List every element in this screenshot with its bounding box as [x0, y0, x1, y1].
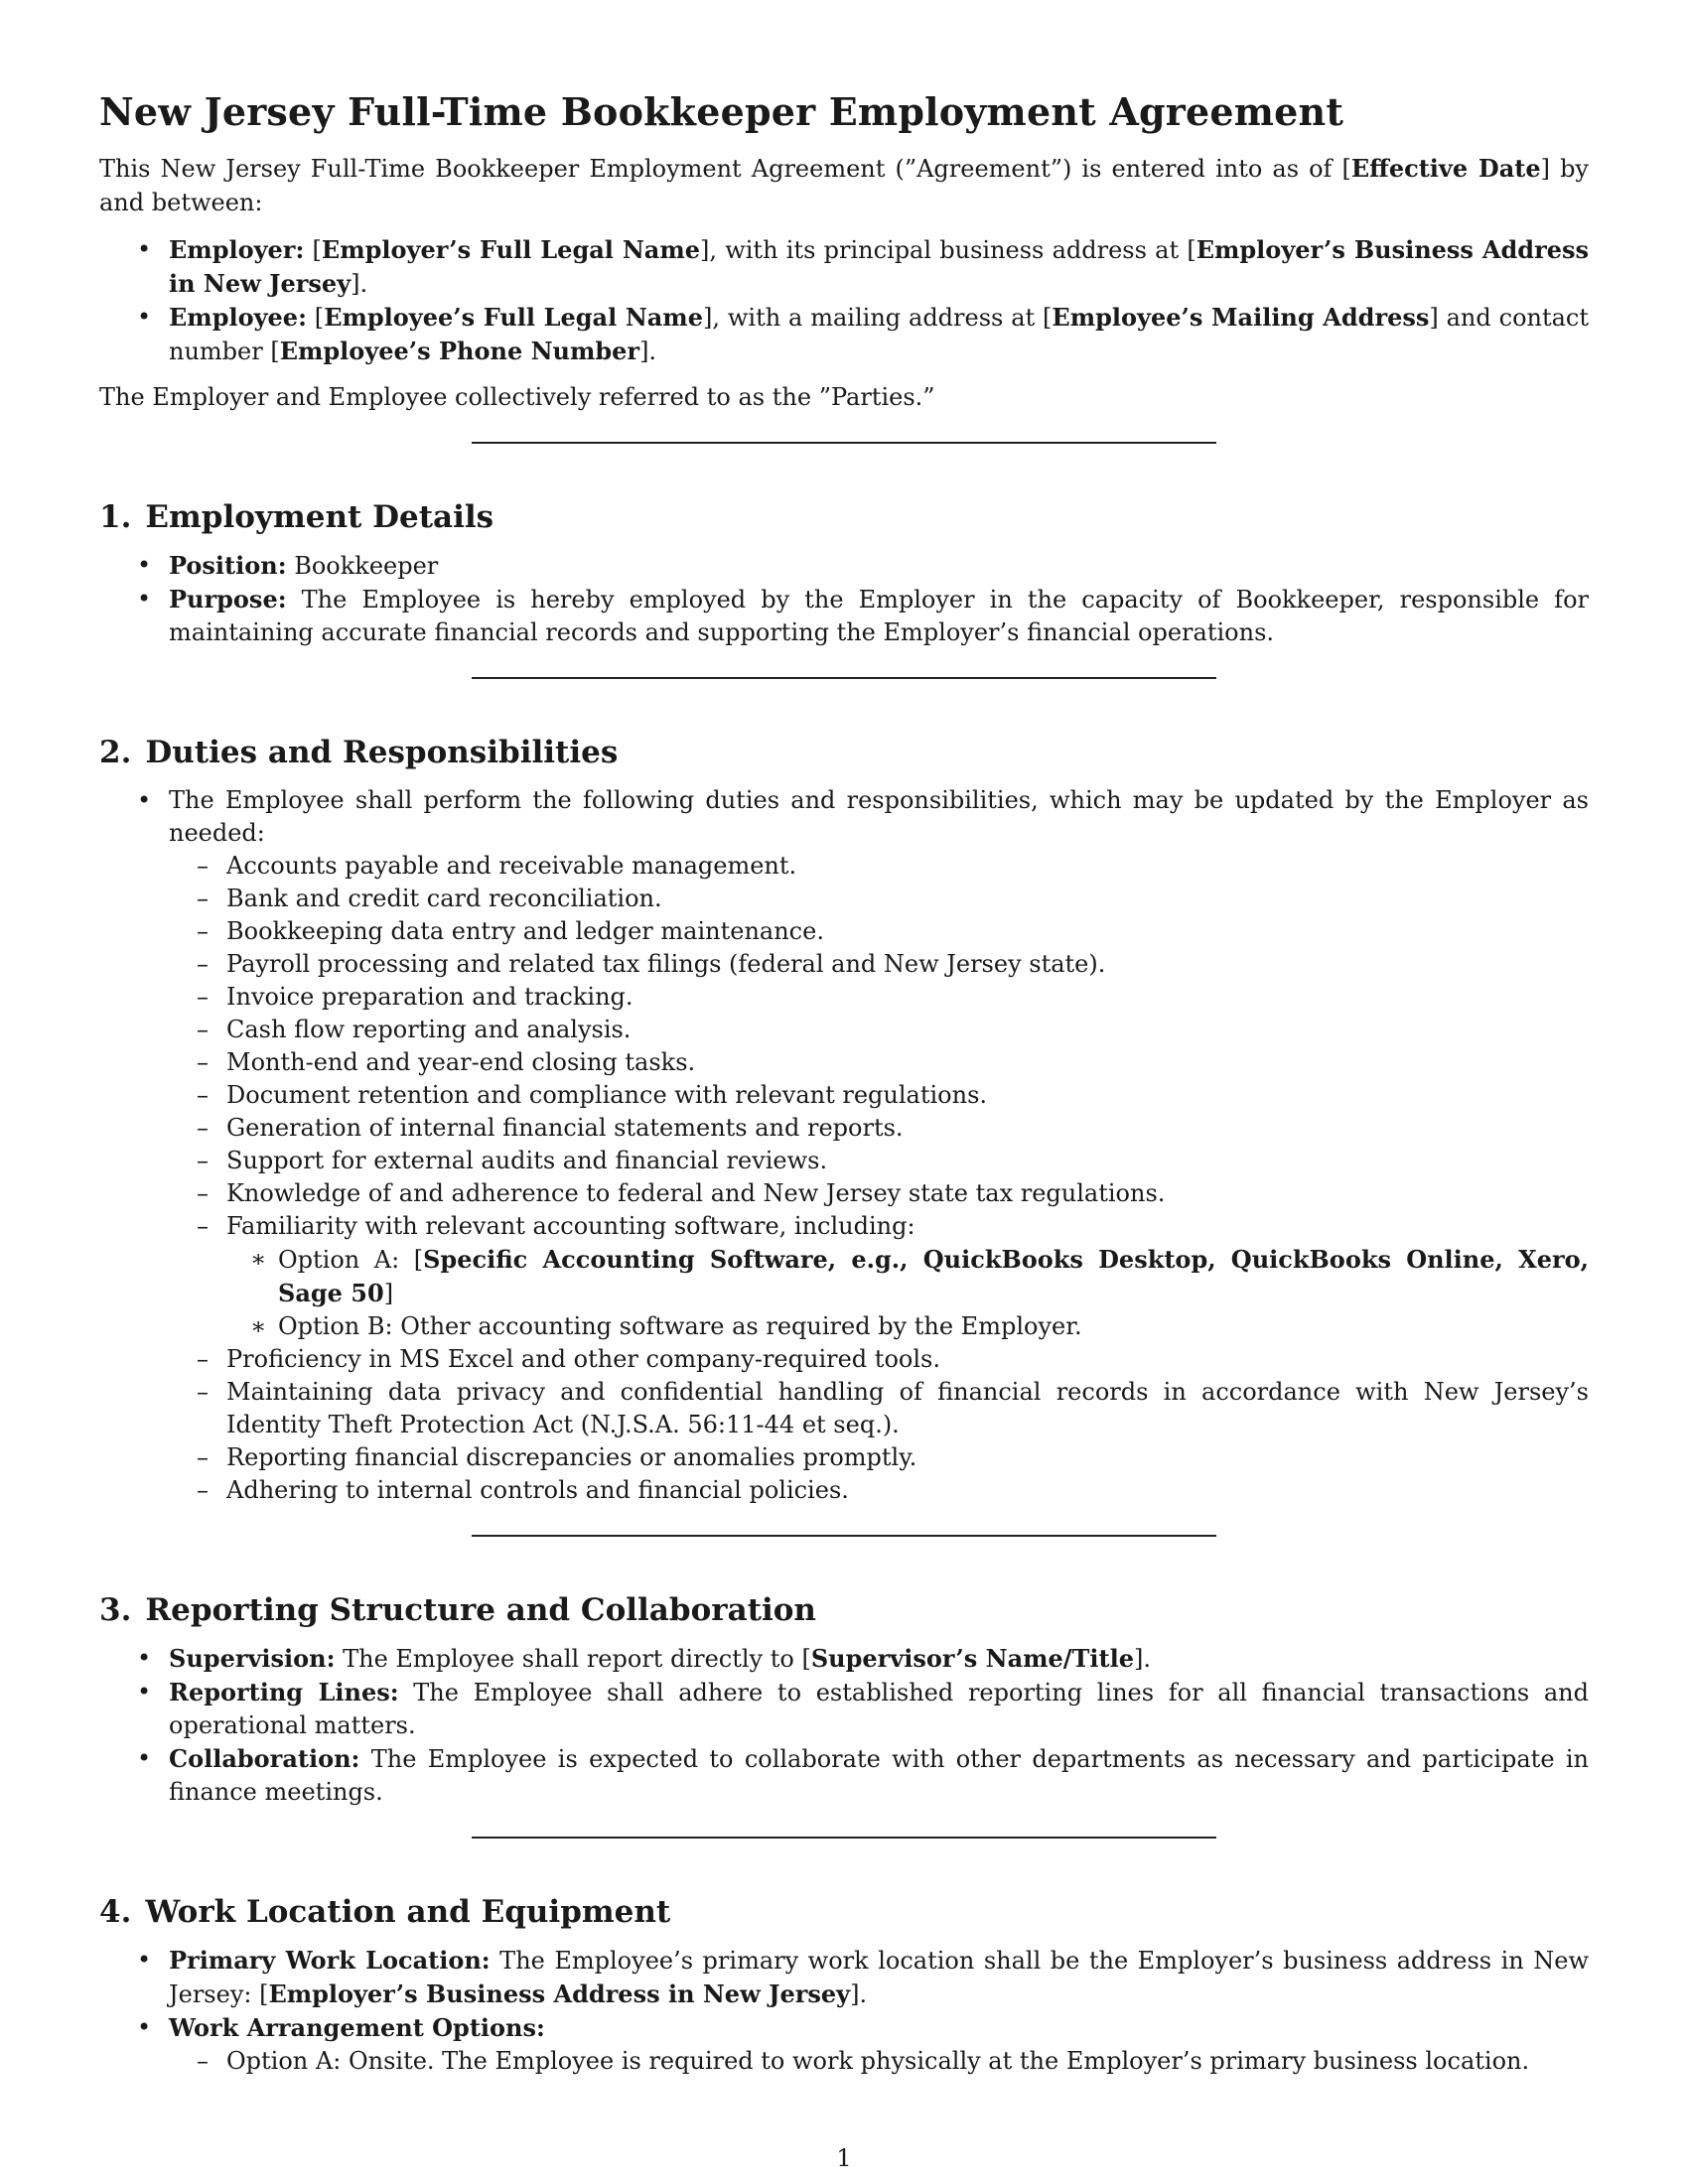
duty-item: – Month-end and year-end closing tasks. — [169, 1046, 1589, 1079]
bracket: ]. — [639, 338, 657, 365]
bracket: ] — [383, 1280, 394, 1307]
employer-item — [99, 233, 1589, 301]
collaboration-item — [99, 1742, 1589, 1809]
purpose-item — [99, 583, 1589, 649]
employee-text: ], with a mailing address at [ — [702, 304, 1053, 332]
duty-item: – Document retention and compliance with relevant regulations. — [169, 1079, 1589, 1112]
intro-text: This New Jersey Full-Time Bookkeeper Employment Agreement (”Agreement”) is entered into as of [ — [99, 155, 1351, 183]
employee-text: ] and contact number [ — [169, 304, 1590, 365]
primary-location-text: The Employee’s primary work location shall be the Employer’s business address in New Jersey: [ — [169, 1947, 1589, 2008]
position-label: Position: — [169, 551, 287, 580]
supervision-item — [99, 1642, 1589, 1676]
work-location-list — [99, 1944, 1589, 2078]
employer-name-placeholder: Employer’s Full Legal Name — [321, 235, 700, 264]
employment-details-list — [99, 549, 1589, 649]
bracket: ]. — [1134, 1645, 1151, 1673]
employee-name-placeholder: Employee’s Full Legal Name — [324, 303, 703, 332]
software-option-a — [226, 1243, 1589, 1310]
duties-lead: The Employee shall perform the following duties and responsibilities, which may be updated by the Employer as needed: — [169, 786, 1589, 847]
duties-list — [99, 784, 1589, 1507]
section-number: 1. — [99, 499, 132, 535]
collaboration-text: The Employee is expected to collaborate with other departments as necessary and participate in finance meetings. — [169, 1745, 1589, 1806]
page-number: 1 — [836, 2144, 852, 2172]
section-heading — [99, 1894, 1589, 1930]
employee-phone-placeholder: Employee’s Phone Number — [279, 337, 640, 365]
section-title: Duties and Responsibilities — [145, 735, 619, 770]
duty-item: – Payroll processing and related tax filings (federal and New Jersey state). — [169, 948, 1589, 981]
position-value: Bookkeeper — [286, 552, 439, 580]
section-divider — [472, 677, 1216, 679]
purpose-label: Purpose: — [169, 585, 287, 614]
employer-address-placeholder: Employer’s Business Address in New Jersey — [169, 235, 1590, 298]
section-heading — [99, 499, 1589, 535]
section-heading — [99, 735, 1589, 770]
position-item — [99, 549, 1589, 583]
work-arrangement-label: Work Arrangement Options: — [169, 2013, 545, 2042]
bracket: ]. — [850, 1980, 868, 2008]
section-number: 4. — [99, 1894, 132, 1930]
reporting-list — [99, 1642, 1589, 1809]
section-divider — [472, 1535, 1216, 1537]
duty-item-software — [169, 1210, 1589, 1343]
purpose-value: The Employee is hereby employed by the Employer in the capacity of Bookkeeper, responsible for maintaining accurate financial records and supporting the Employer’s financial operations. — [169, 586, 1589, 646]
duty-item: – Support for external audits and financial reviews. — [169, 1145, 1589, 1177]
employer-label: Employer: — [169, 235, 305, 264]
duties-sublist — [169, 850, 1589, 1507]
effective-date-placeholder: Effective Date — [1350, 154, 1541, 183]
section-title: Employment Details — [145, 499, 494, 535]
section-heading — [99, 1592, 1589, 1628]
employer-text: ], with its principal business address at [ — [700, 236, 1196, 264]
duty-item: – Accounts payable and receivable management. — [169, 850, 1589, 883]
software-option-b: ∗ Option B: Other accounting software as required by the Employer. — [226, 1310, 1589, 1343]
option-a-prefix: Option A: [ — [278, 1246, 424, 1274]
document-page — [99, 89, 1589, 2090]
work-arrangement-sublist — [169, 2045, 1589, 2078]
employee-item — [99, 301, 1589, 368]
reporting-lines-text: The Employee shall adhere to established reporting lines for all financial transactions and operational matters. — [169, 1679, 1589, 1739]
duty-item: – Invoice preparation and tracking. — [169, 981, 1589, 1014]
section-divider — [472, 442, 1216, 444]
duty-item: – Generation of internal financial statements and reports. — [169, 1112, 1589, 1145]
bracket: [ — [304, 236, 322, 264]
work-arrangement-item — [99, 2011, 1589, 2078]
duty-item: – Bank and credit card reconciliation. — [169, 883, 1589, 915]
duty-item: – Knowledge of and adherence to federal and New Jersey state tax regulations. — [169, 1177, 1589, 1210]
section-divider — [472, 1837, 1216, 1839]
bracket: [ — [306, 304, 325, 332]
reporting-lines-label: Reporting Lines: — [169, 1678, 399, 1706]
business-address-placeholder: Employer’s Business Address in New Jersey — [268, 1979, 851, 2008]
section-title: Work Location and Equipment — [145, 1894, 671, 1930]
duty-item: – Cash flow reporting and analysis. — [169, 1014, 1589, 1046]
document-title: New Jersey Full-Time Bookkeeper Employment Agreement — [99, 89, 1344, 134]
supervision-label: Supervision: — [169, 1644, 336, 1673]
primary-location-label: Primary Work Location: — [169, 1946, 491, 1975]
reporting-lines-item — [99, 1676, 1589, 1742]
collective-paragraph: The Employer and Employee collectively referred to as the ”Parties.” — [99, 383, 935, 411]
collaboration-label: Collaboration: — [169, 1744, 360, 1773]
software-options-list — [226, 1243, 1589, 1343]
section-title: Reporting Structure and Collaboration — [145, 1592, 816, 1628]
duty-item: – Maintaining data privacy and confidential handling of financial records in accordance with New Jersey’s Identity Theft Protection Act (N.J.S.A. 56:11-44 et seq.). — [169, 1376, 1589, 1441]
primary-location-item — [99, 1944, 1589, 2011]
software-placeholder: Specific Accounting Software, e.g., QuickBooks Desktop, QuickBooks Online, Xero, Sage 50 — [278, 1245, 1589, 1307]
parties-list — [99, 233, 1589, 368]
employee-address-placeholder: Employee’s Mailing Address — [1052, 303, 1430, 332]
duty-item: – Reporting financial discrepancies or anomalies promptly. — [169, 1441, 1589, 1474]
intro-paragraph — [99, 152, 1589, 219]
software-lead: Familiarity with relevant accounting software, including: — [226, 1212, 915, 1240]
arrangement-option-a: – Option A: Onsite. The Employee is required to work physically at the Employer’s primary business location. — [169, 2045, 1589, 2078]
supervisor-placeholder: Supervisor’s Name/Title — [810, 1644, 1134, 1673]
duty-item: – Proficiency in MS Excel and other company-required tools. — [169, 1343, 1589, 1376]
supervision-text: The Employee shall report directly to [ — [335, 1645, 811, 1673]
intro-text-end: ] by and between: — [99, 155, 1589, 216]
duties-lead-item — [99, 784, 1589, 1507]
bracket: ]. — [351, 270, 368, 298]
section-number: 3. — [99, 1592, 132, 1628]
employee-label: Employee: — [169, 303, 307, 332]
section-number: 2. — [99, 735, 132, 770]
duty-item: – Bookkeeping data entry and ledger maintenance. — [169, 915, 1589, 948]
duty-item: – Adhering to internal controls and financial policies. — [169, 1474, 1589, 1507]
